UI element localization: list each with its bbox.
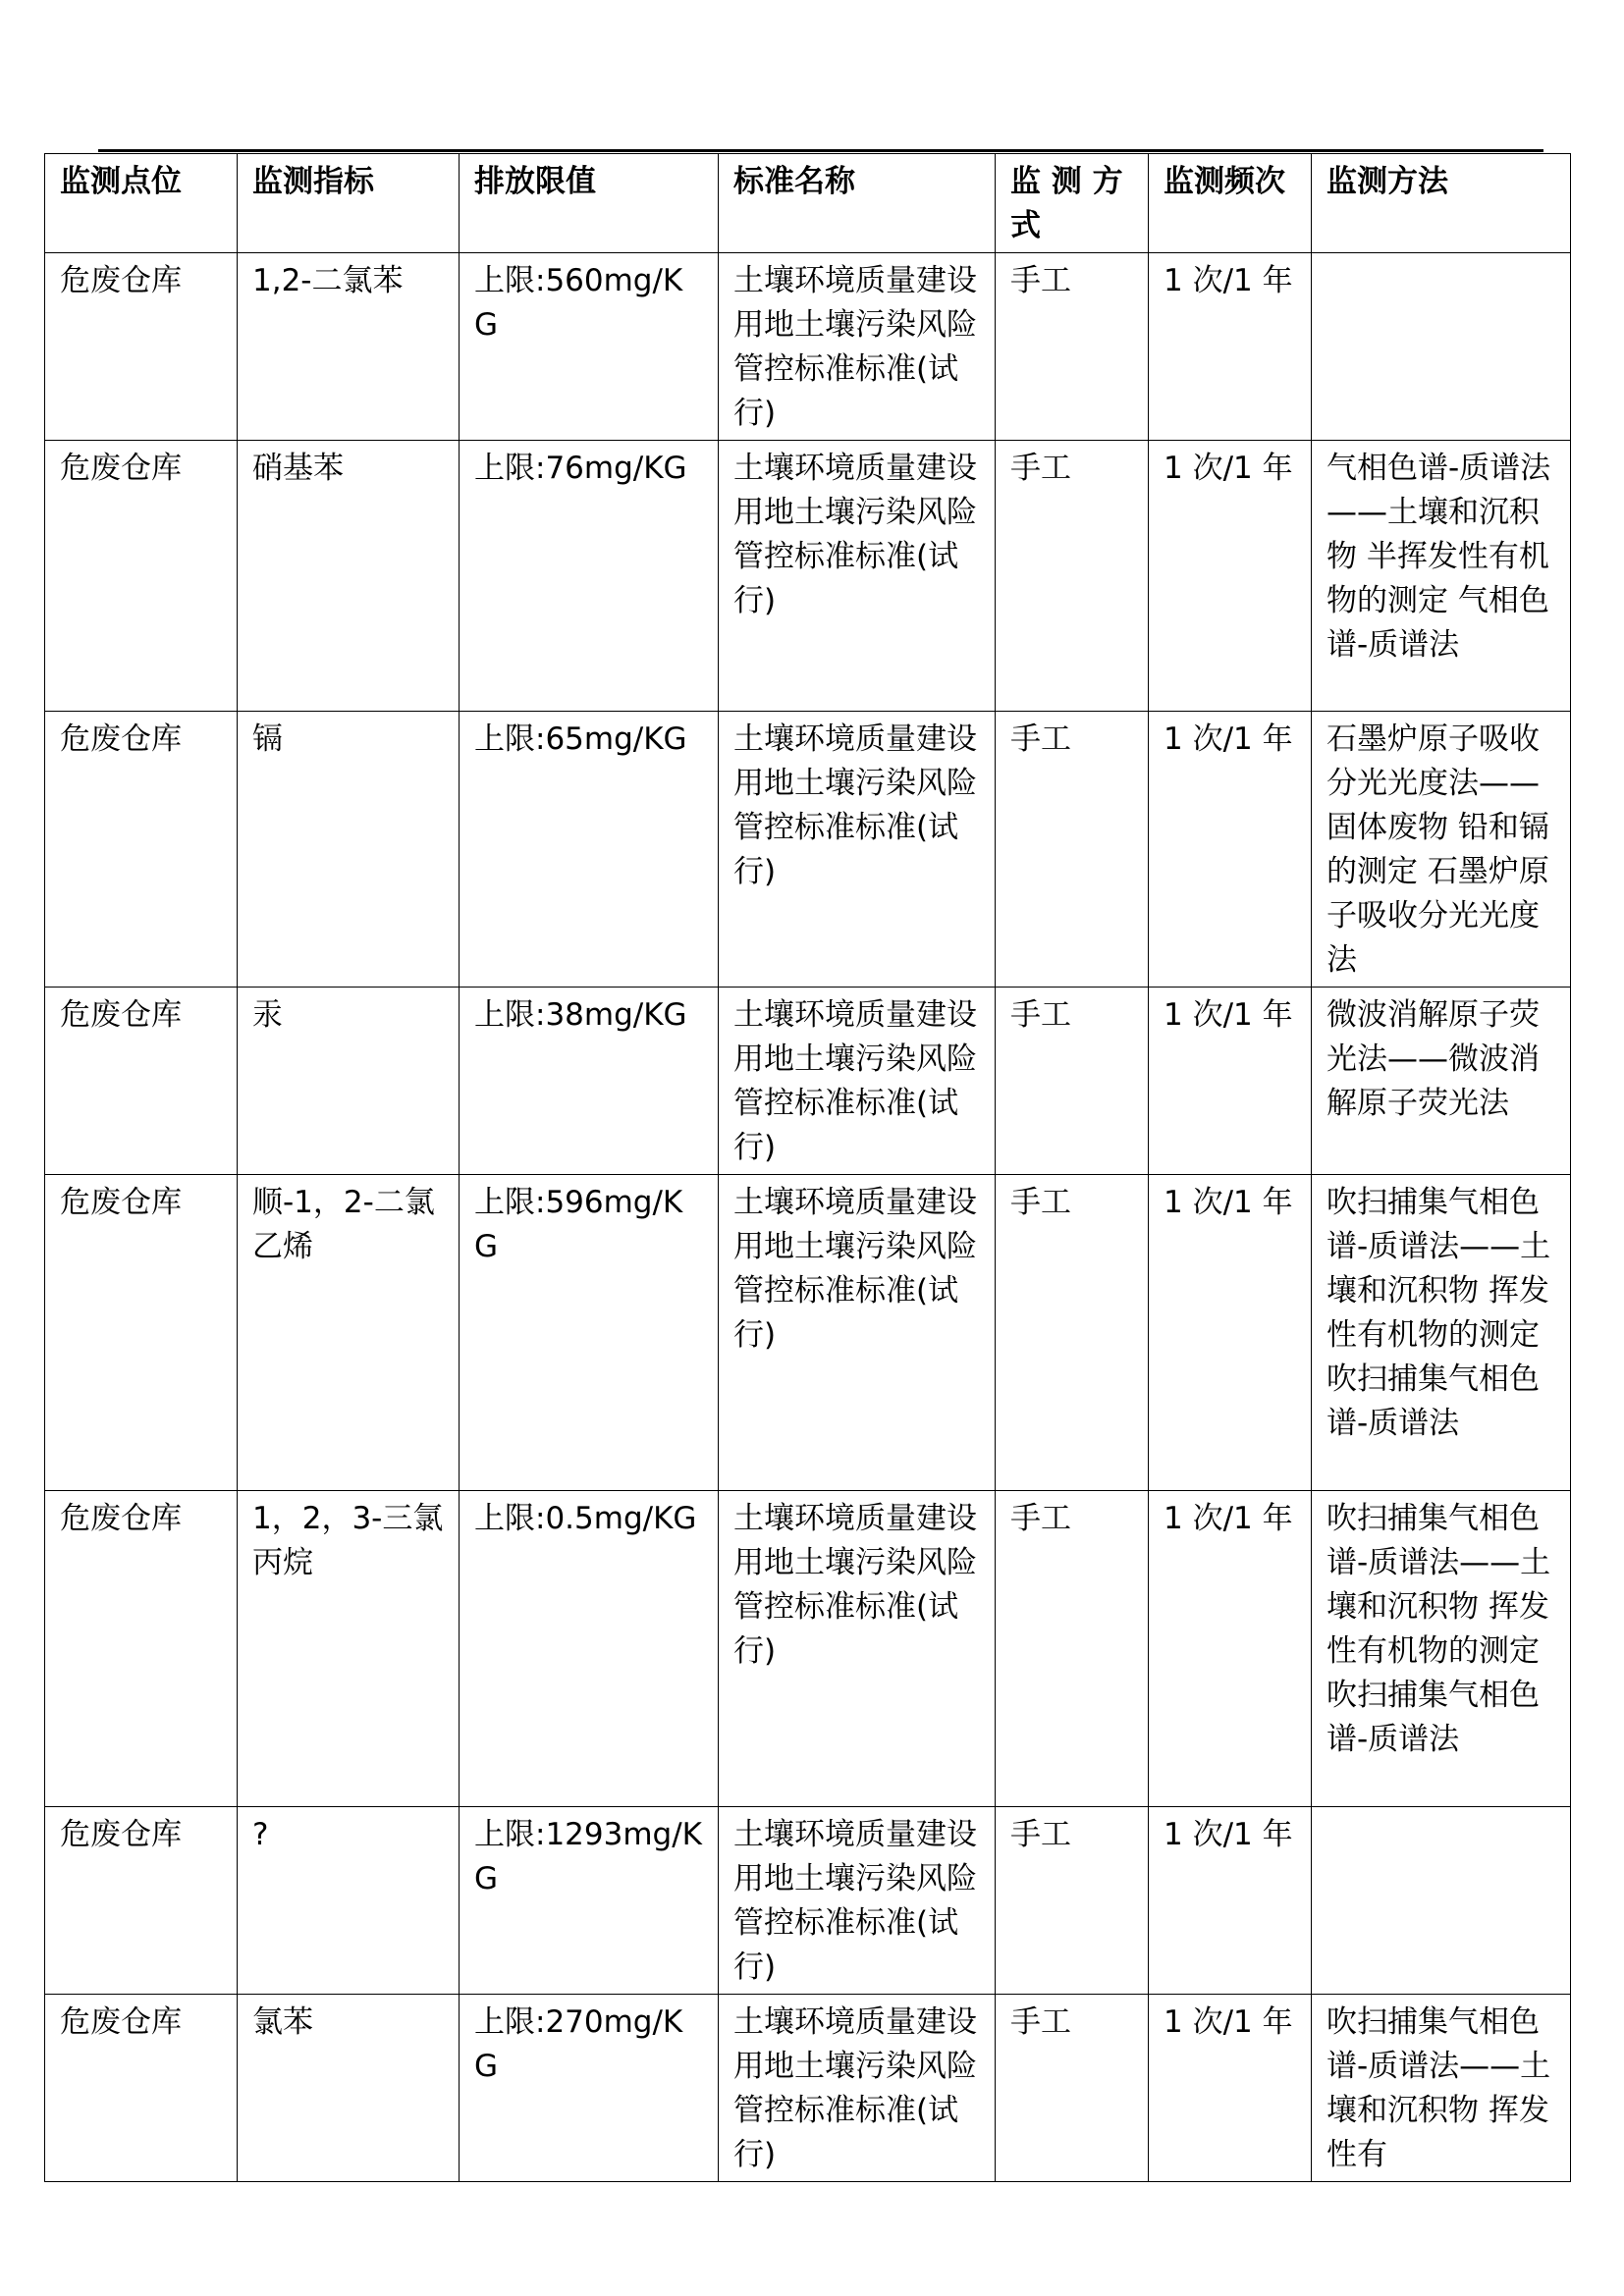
- cell-indicator: 镉: [238, 712, 460, 988]
- cell-frequency: 1 次/1 年: [1149, 1175, 1312, 1491]
- cell-site: 危废仓库: [45, 1491, 238, 1807]
- cell-indicator: 1，2，3-三氯丙烷: [238, 1491, 460, 1807]
- col-header-indicator: 监测指标: [238, 154, 460, 253]
- cell-mode: 手工: [996, 1175, 1149, 1491]
- cell-frequency: 1 次/1 年: [1149, 253, 1312, 441]
- cell-method: [1312, 1807, 1571, 1995]
- cell-mode: 手工: [996, 712, 1149, 988]
- col-header-frequency: 监测频次: [1149, 154, 1312, 253]
- cell-standard: 土壤环境质量建设用地土壤污染风险管控标准标准(试行): [719, 441, 996, 712]
- cell-indicator: 1,2-二氯苯: [238, 253, 460, 441]
- cell-site: 危废仓库: [45, 988, 238, 1175]
- table-row: [45, 1491, 1571, 1807]
- cell-frequency: 1 次/1 年: [1149, 441, 1312, 712]
- cell-site: 危废仓库: [45, 1807, 238, 1995]
- cell-frequency: 1 次/1 年: [1149, 988, 1312, 1175]
- col-header-standard: 标准名称: [719, 154, 996, 253]
- header-rule: [98, 149, 1543, 152]
- cell-method: 气相色谱-质谱法——土壤和沉积物 半挥发性有机物的测定 气相色谱-质谱法: [1312, 441, 1571, 712]
- col-header-mode: 监 测 方 式: [996, 154, 1149, 253]
- cell-method: 微波消解原子荧光法——微波消解原子荧光法: [1312, 988, 1571, 1175]
- cell-limit: 上限:76mg/KG: [460, 441, 719, 712]
- table-row: [45, 988, 1571, 1175]
- cell-indicator: 汞: [238, 988, 460, 1175]
- cell-standard: 土壤环境质量建设用地土壤污染风险管控标准标准(试行): [719, 712, 996, 988]
- cell-mode: 手工: [996, 253, 1149, 441]
- cell-frequency: 1 次/1 年: [1149, 1491, 1312, 1807]
- cell-method: 吹扫捕集气相色谱-质谱法——土壤和沉积物 挥发性有机物的测定 吹扫捕集气相色谱-质谱法: [1312, 1175, 1571, 1491]
- cell-frequency: 1 次/1 年: [1149, 1995, 1312, 2182]
- cell-limit: 上限:38mg/KG: [460, 988, 719, 1175]
- cell-standard: 土壤环境质量建设用地土壤污染风险管控标准标准(试行): [719, 988, 996, 1175]
- cell-method: 吹扫捕集气相色谱-质谱法——土壤和沉积物 挥发性有机物的测定 吹扫捕集气相色谱-质谱法: [1312, 1491, 1571, 1807]
- cell-indicator: 氯苯: [238, 1995, 460, 2182]
- cell-standard: 土壤环境质量建设用地土壤污染风险管控标准标准(试行): [719, 1175, 996, 1491]
- col-header-method: 监测方法: [1312, 154, 1571, 253]
- cell-limit: 上限:596mg/KG: [460, 1175, 719, 1491]
- table-row: [45, 1995, 1571, 2182]
- cell-method: 石墨炉原子吸收分光光度法——固体废物 铅和镉的测定 石墨炉原子吸收分光光度法: [1312, 712, 1571, 988]
- cell-site: 危废仓库: [45, 1995, 238, 2182]
- cell-limit: 上限:0.5mg/KG: [460, 1491, 719, 1807]
- cell-limit: 上限:560mg/KG: [460, 253, 719, 441]
- table-row: [45, 712, 1571, 988]
- monitoring-table: [44, 153, 1571, 2182]
- cell-mode: 手工: [996, 441, 1149, 712]
- col-header-limit: 排放限值: [460, 154, 719, 253]
- cell-site: 危废仓库: [45, 1175, 238, 1491]
- cell-method: 吹扫捕集气相色谱-质谱法——土壤和沉积物 挥发性有: [1312, 1995, 1571, 2182]
- table-row: [45, 1175, 1571, 1491]
- cell-standard: 土壤环境质量建设用地土壤污染风险管控标准标准(试行): [719, 253, 996, 441]
- cell-method: [1312, 253, 1571, 441]
- table-row: [45, 253, 1571, 441]
- cell-site: 危废仓库: [45, 253, 238, 441]
- col-header-site: 监测点位: [45, 154, 238, 253]
- table-row: [45, 441, 1571, 712]
- cell-indicator: 顺-1，2-二氯乙烯: [238, 1175, 460, 1491]
- cell-indicator: 硝基苯: [238, 441, 460, 712]
- table-header-row: [45, 154, 1571, 253]
- cell-site: 危废仓库: [45, 441, 238, 712]
- cell-limit: 上限:65mg/KG: [460, 712, 719, 988]
- cell-limit: 上限:1293mg/KG: [460, 1807, 719, 1995]
- cell-mode: 手工: [996, 1995, 1149, 2182]
- cell-indicator: ?: [238, 1807, 460, 1995]
- cell-mode: 手工: [996, 1491, 1149, 1807]
- cell-limit: 上限:270mg/KG: [460, 1995, 719, 2182]
- cell-standard: 土壤环境质量建设用地土壤污染风险管控标准标准(试行): [719, 1995, 996, 2182]
- cell-mode: 手工: [996, 1807, 1149, 1995]
- cell-frequency: 1 次/1 年: [1149, 1807, 1312, 1995]
- cell-standard: 土壤环境质量建设用地土壤污染风险管控标准标准(试行): [719, 1807, 996, 1995]
- cell-site: 危废仓库: [45, 712, 238, 988]
- table-row: [45, 1807, 1571, 1995]
- cell-frequency: 1 次/1 年: [1149, 712, 1312, 988]
- cell-standard: 土壤环境质量建设用地土壤污染风险管控标准标准(试行): [719, 1491, 996, 1807]
- cell-mode: 手工: [996, 988, 1149, 1175]
